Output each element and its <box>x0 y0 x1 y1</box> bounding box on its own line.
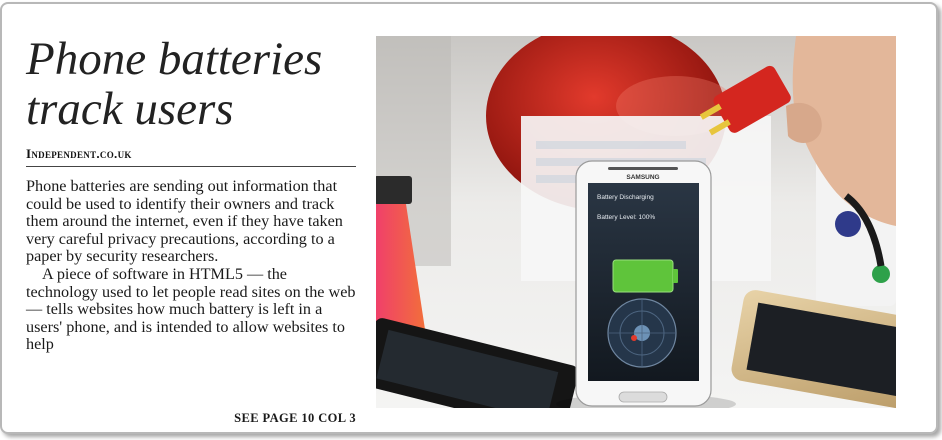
article-photo <box>376 36 896 408</box>
photo-illustration <box>376 36 896 408</box>
screen-status-text: Battery Discharging <box>597 194 654 201</box>
continuation-note: SEE PAGE 10 COL 3 <box>234 411 356 425</box>
source-byline: Independent.co.uk <box>26 146 356 167</box>
headline <box>26 34 366 134</box>
screen-level-text: Battery Level: 100% <box>597 214 656 221</box>
paragraph-2: A piece of software in HTML5 — the technology used to let people read sites on the web — tells websites how much battery is left in a users' phone, and is intended to allow websites to help <box>26 264 356 354</box>
headline-line-1: Phone batteries <box>26 33 323 85</box>
paragraph-1: Phone batteries are sending out information that could be used to identify their owners and track them around the internet, even if they have taken very careful privacy precautions, according to a paper by security researchers. <box>26 177 343 266</box>
article-body <box>26 178 358 354</box>
phone-brand-label: SAMSUNG <box>626 174 660 181</box>
headline-line-2: track users <box>26 83 234 135</box>
